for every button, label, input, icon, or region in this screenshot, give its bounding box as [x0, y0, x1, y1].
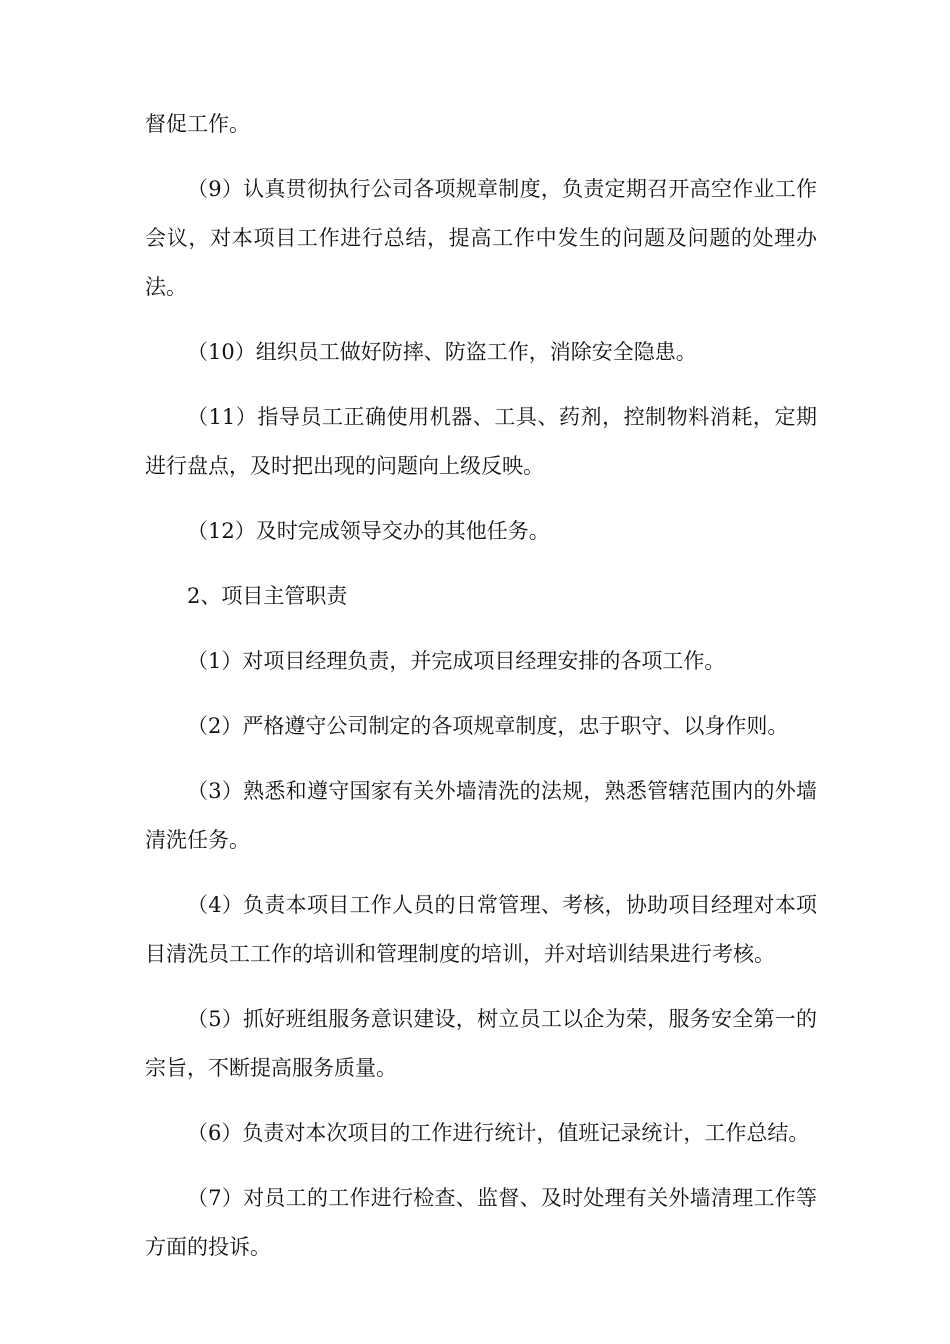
paragraph-item-5: （5）抓好班组服务意识建设，树立员工以企为荣，服务安全第一的宗旨，不断提高服务质量。: [145, 1007, 817, 1080]
paragraph-item-2: （2）严格遵守公司制定的各项规章制度，忠于职守、以身作则。: [187, 714, 789, 738]
paragraph-item-4: （4）负责本项目工作人员的日常管理、考核，协助项目经理对本项目清洗员工工作的培训和管理制度的培训，并对培训结果进行考核。: [145, 893, 817, 966]
paragraph-item-12: （12）及时完成领导交办的其他任务。: [187, 519, 550, 543]
paragraph-item-1: （1）对项目经理负责，并完成项目经理安排的各项工作。: [187, 649, 726, 673]
section-heading: 2、项目主管职责: [187, 584, 348, 608]
document-page: [145, 100, 817, 1288]
paragraph-item-3: （3）熟悉和遵守国家有关外墙清洗的法规，熟悉管辖范围内的外墙清洗任务。: [145, 779, 817, 852]
paragraph-continuation: 督促工作。: [145, 112, 250, 136]
paragraph-item-6: （6）负责对本次项目的工作进行统计，值班记录统计，工作总结。: [187, 1121, 810, 1145]
paragraph-item-7: （7）对员工的工作进行检查、监督、及时处理有关外墙清理工作等方面的投诉。: [145, 1186, 817, 1259]
paragraph-item-9: （9）认真贯彻执行公司各项规章制度，负责定期召开高空作业工作会议，对本项目工作进行总结，提高工作中发生的问题及问题的处理办法。: [145, 177, 817, 299]
paragraph-item-10: （10）组织员工做好防摔、防盗工作，消除安全隐患。: [187, 340, 697, 364]
paragraph-item-11: （11）指导员工正确使用机器、工具、药剂，控制物料消耗，定期进行盘点，及时把出现的问题向上级反映。: [145, 405, 817, 478]
